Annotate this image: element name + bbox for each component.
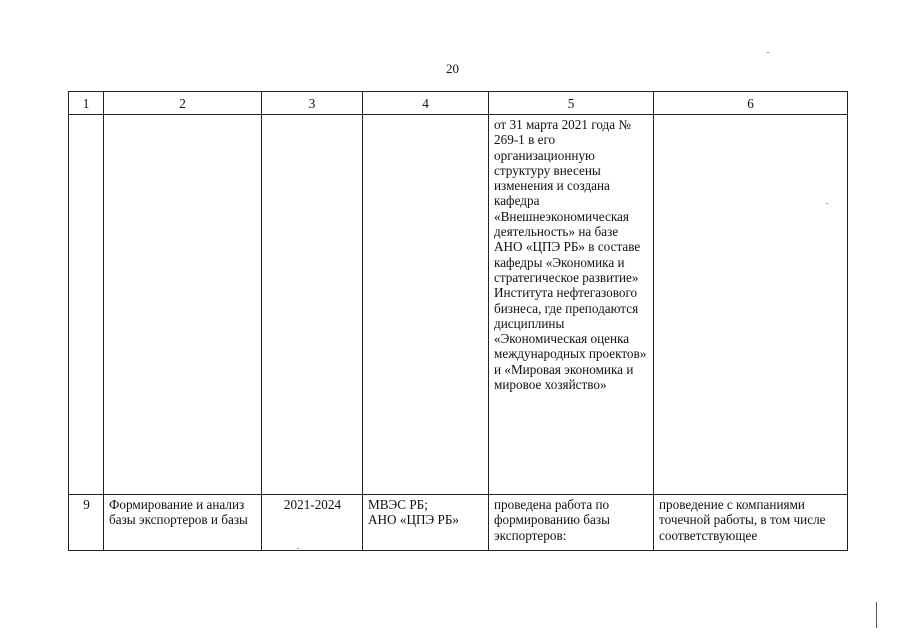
responsible-cell — [363, 495, 489, 551]
notes-cell — [654, 115, 848, 495]
page-number: 20 — [446, 61, 459, 76]
measure-name-cell — [104, 115, 262, 495]
column-header: 3 — [262, 92, 363, 115]
period-cell — [262, 115, 363, 495]
column-header: 4 — [363, 92, 489, 115]
responsible-line: АНО «ЦПЭ РБ» — [368, 512, 460, 528]
column-header: 1 — [69, 92, 104, 115]
row-number-cell: 9 — [69, 495, 104, 551]
scan-speck — [826, 203, 828, 204]
column-header: 6 — [654, 92, 848, 115]
scan-margin-line — [876, 602, 877, 628]
notes-cell: проведение с компаниями точечной работы, в том числе соответствующее — [654, 495, 848, 551]
responsible-cell — [363, 115, 489, 495]
column-header: 5 — [489, 92, 654, 115]
result-cell: проведена работа по формированию базы экспортеров: — [489, 495, 654, 551]
measure-name-cell: Формирование и анализ базы экспортеров и базы — [104, 495, 262, 551]
scan-speck — [767, 52, 769, 53]
period-cell: 2021-2024 — [262, 495, 363, 551]
table-row — [69, 495, 848, 551]
row-number-cell — [69, 115, 104, 495]
table-row — [69, 115, 848, 495]
column-header: 2 — [104, 92, 262, 115]
scan-speck — [297, 548, 299, 549]
responsible-line: МВЭС РБ; — [368, 497, 428, 512]
result-cell: от 31 марта 2021 года № 269-1 в его организационную структуру внесены изменения и создана кафедра «Внешнеэкономическая деятельность» на базе АНО «ЦПЭ РБ» в составе кафедры «Экономика и стратегическое развитие» Института нефтегазового бизнеса, где преподаются дисциплины «Экономическая оценка международных проектов» и «Мировая экономика и мировое хозяйство» — [489, 115, 654, 495]
measures-table — [68, 91, 848, 551]
table-header-row — [69, 92, 848, 115]
